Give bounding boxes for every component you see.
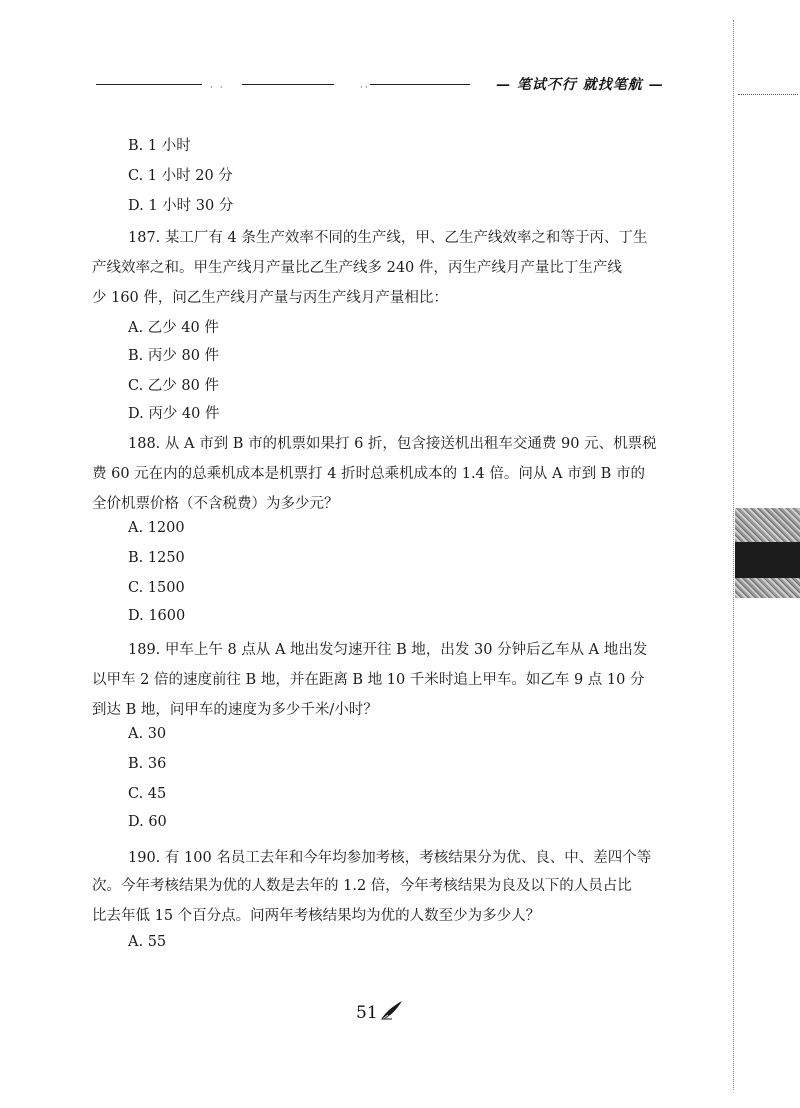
header-brand: — 笔试不行 就找笔航 — <box>496 77 664 93</box>
q188-option-c: C. 1500 <box>128 580 185 596</box>
scan-shadow-dark <box>735 542 800 578</box>
q190-stem-line-3: 比去年低 15 个百分点。问两年考核结果均为优的人数至少为多少人？ <box>92 908 541 924</box>
q189-stem-line-1: 189. 甲车上午 8 点从 A 地出发匀速开往 B 地，出发 30 分钟后乙车从 A 地出发 <box>128 642 648 658</box>
q190-stem-line-2: 次。今年考核结果为优的人数是去年的 1.2 倍，今年考核结果为良及以下的人员占比 <box>92 878 632 894</box>
feather-pen-icon <box>378 999 404 1023</box>
q187-option-c: C. 乙少 80 件 <box>128 378 219 394</box>
q188-stem-line-2: 费 60 元在内的总乘机成本是机票打 4 折时总乘机成本的 1.4 倍。问从 A 市到 B 市的 <box>92 466 645 482</box>
q190-stem-line-1: 190. 有 100 名员工去年和今年均参加考核，考核结果分为优、良、中、差四个等 <box>128 850 652 866</box>
q189-stem-line-3: 到达 B 地，问甲车的速度为多少千米/小时？ <box>92 702 378 718</box>
q187-option-a: A. 乙少 40 件 <box>128 320 219 336</box>
q187-stem-line-1: 187. 某工厂有 4 条生产效率不同的生产线，甲、乙生产线效率之和等于丙、丁生 <box>128 230 648 246</box>
q187-stem-line-2: 产线效率之和。甲生产线月产量比乙生产线多 240 件，丙生产线月产量比丁生产线 <box>92 260 622 276</box>
q188-option-a: A. 1200 <box>128 520 185 536</box>
header-rule-2 <box>242 84 334 85</box>
q188-stem-line-3: 全价机票价格（不含税费）为多少元？ <box>92 496 339 512</box>
q190-option-a: A. 55 <box>128 934 167 950</box>
q189-option-a: A. 30 <box>128 726 167 742</box>
q186-option-b: B. 1 小时 <box>128 138 191 154</box>
q187-option-b: B. 丙少 80 件 <box>128 348 220 364</box>
page-edge-specks <box>738 94 798 95</box>
q188-stem-line-1: 188. 从 A 市到 B 市的机票如果打 6 折，包含接送机出租车交通费 90 元、机票税 <box>128 436 657 452</box>
q189-option-b: B. 36 <box>128 756 167 772</box>
q187-option-d: D. 丙少 40 件 <box>128 406 220 422</box>
q189-option-d: D. 60 <box>128 814 167 830</box>
q186-option-d: D. 1 小时 30 分 <box>128 198 234 214</box>
q187-stem-line-3: 少 160 件，问乙生产线月产量与丙生产线月产量相比： <box>92 290 448 306</box>
page-edge-line <box>733 20 734 1090</box>
q189-option-c: C. 45 <box>128 786 167 802</box>
scan-shadow-band <box>735 508 800 598</box>
q186-option-c: C. 1 小时 20 分 <box>128 168 233 184</box>
q188-option-d: D. 1600 <box>128 608 186 624</box>
header-rule-3 <box>370 84 470 85</box>
q188-option-b: B. 1250 <box>128 550 185 566</box>
page-number: 51 <box>356 1003 378 1023</box>
q189-stem-line-2: 以甲车 2 倍的速度前往 B 地，并在距离 B 地 10 千米时追上甲车。如乙车 9 点 10 分 <box>92 672 645 688</box>
header-dots: · · <box>210 83 225 93</box>
header-dots-2: ·· <box>360 83 370 93</box>
header-rule-1 <box>96 84 202 85</box>
